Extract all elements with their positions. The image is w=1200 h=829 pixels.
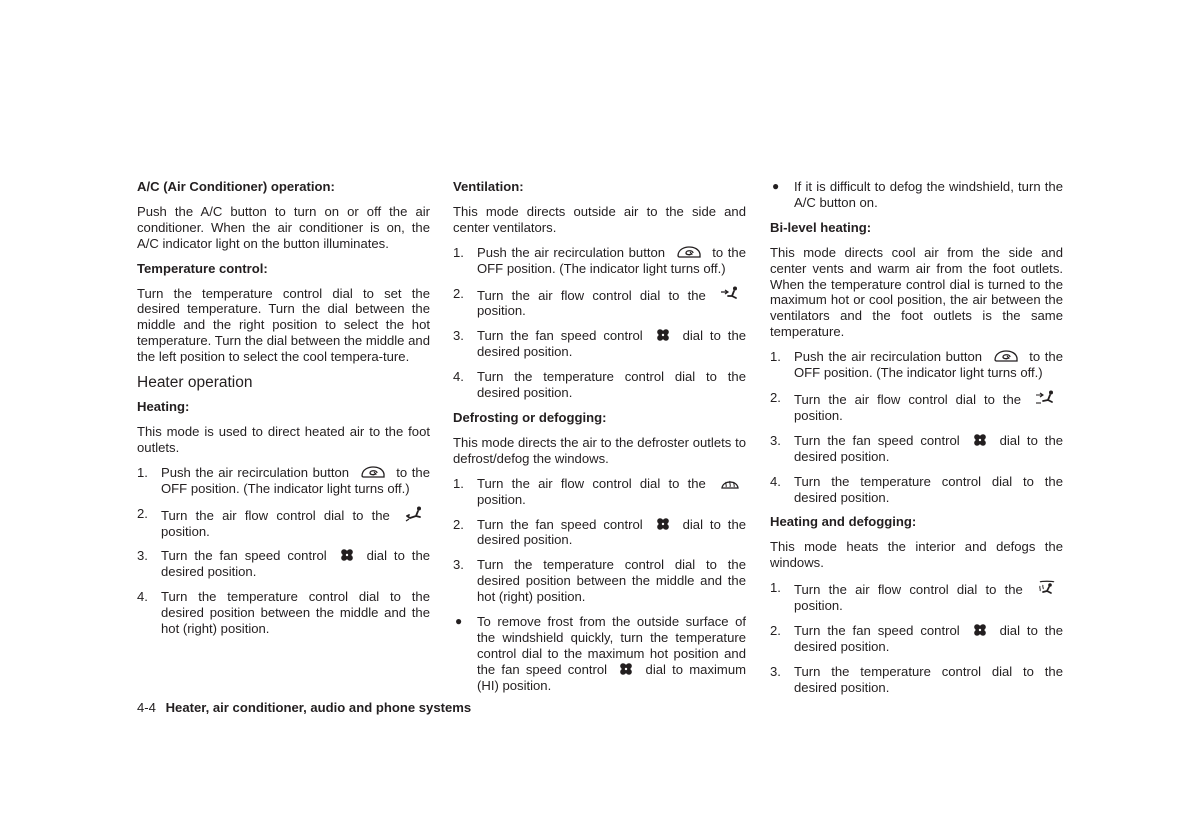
bullet-text-continued: dial to maximum (HI) position. <box>477 661 747 693</box>
heading-heating: Heating: <box>137 399 190 415</box>
paragraph-heating: This mode is used to direct heated air to the foot outlets. <box>137 423 430 455</box>
fan-icon <box>973 623 987 637</box>
air-recirculation-icon <box>676 246 702 259</box>
step-number: 2. <box>770 389 781 405</box>
step-text-continued: dial to the desired position. <box>477 328 747 360</box>
bullet-text: If it is difficult to defog the windshield, turn the A/C button on. <box>794 179 1063 210</box>
page-number: 4-4 <box>137 700 156 715</box>
bi-level-airflow-icon <box>1035 390 1057 406</box>
step-number: 2. <box>137 505 148 521</box>
list-item <box>453 557 746 605</box>
fan-icon <box>340 548 354 562</box>
step-number: 4. <box>453 369 464 385</box>
heading-heating-and-defogging: Heating and defogging: <box>770 514 917 530</box>
list-item <box>770 390 1063 424</box>
column-middle <box>453 179 746 703</box>
step-text-continued: to the OFF position. (The indicator light turns off.) <box>794 349 1063 381</box>
foot-airflow-icon <box>404 506 424 522</box>
list-item <box>453 328 746 360</box>
defroster-icon <box>720 476 740 490</box>
step-text: Turn the fan speed control <box>794 622 960 638</box>
heading-bi-level-heating: Bi-level heating: <box>770 219 872 235</box>
step-text: Push the air recirculation button <box>161 464 350 480</box>
step-number: 4. <box>137 589 148 605</box>
list-item <box>453 286 746 320</box>
list-item <box>137 506 430 540</box>
step-text: Turn the fan speed control <box>477 328 643 344</box>
paragraph-temperature-control: Turn the temperature control dial to set the desired temperature. Turn the dial between the middle and the right position to select the hot temperature. Turn the dial between the middle and the left position to select the cool tempera-ture. <box>137 285 430 365</box>
step-text: Push the air recirculation button <box>477 244 666 260</box>
bullet-mark: ● <box>772 179 780 193</box>
fan-icon <box>619 662 633 676</box>
step-text-continued: position. <box>477 491 526 507</box>
step-text: Turn the air flow control dial to the <box>794 582 1023 598</box>
air-recirculation-icon <box>360 466 386 479</box>
step-number: 1. <box>770 580 781 596</box>
step-text: Turn the air flow control dial to the <box>794 391 1022 407</box>
list-item <box>770 623 1063 655</box>
step-text: Turn the temperature control dial to the desired position between the middle and the hot (right) position. <box>477 557 746 605</box>
step-text-continued: position. <box>161 523 210 539</box>
step-number: 2. <box>453 285 464 301</box>
step-number: 3. <box>770 432 781 448</box>
list-item <box>770 474 1063 506</box>
list-item <box>453 369 746 401</box>
chapter-title: Heater, air conditioner, audio and phone systems <box>165 700 472 715</box>
column-right <box>770 179 1063 705</box>
step-number: 1. <box>453 244 464 260</box>
bullet-mark: ● <box>455 614 463 629</box>
step-number: 1. <box>770 349 781 365</box>
step-number: 2. <box>770 622 781 638</box>
step-text: Turn the temperature control dial to the desired position. <box>794 663 1063 695</box>
step-text: Turn the temperature control dial to the desired position. <box>477 369 746 401</box>
bullet-item <box>453 614 746 694</box>
column-left <box>137 179 430 646</box>
step-text: Turn the air flow control dial to the <box>477 287 706 303</box>
paragraph-ac-operation: Push the A/C button to turn on or off the air conditioner. When the air conditioner is on, the A/C indicator light on the button illuminates. <box>137 203 430 251</box>
step-text-continued: dial to the desired position. <box>794 622 1064 654</box>
bullet-item <box>770 179 1063 211</box>
list-item <box>453 476 746 508</box>
fan-icon <box>973 433 987 447</box>
step-text: Turn the air flow control dial to the <box>477 475 706 491</box>
step-text-continued: dial to the desired position. <box>161 548 431 580</box>
list-item <box>770 664 1063 696</box>
list-item <box>137 548 430 580</box>
heading-ventilation: Ventilation: <box>453 179 524 194</box>
step-number: 4. <box>770 473 781 489</box>
heading-ac-operation: A/C (Air Conditioner) operation: <box>137 179 335 194</box>
step-text-continued: position. <box>477 303 526 319</box>
step-text: Turn the air flow control dial to the <box>161 507 390 523</box>
list-item <box>453 245 746 277</box>
step-number: 1. <box>453 475 464 491</box>
heading-temperature-control: Temperature control: <box>137 260 268 276</box>
step-text-continued: position. <box>794 598 843 614</box>
step-text: Turn the fan speed control <box>794 432 960 448</box>
step-number: 3. <box>453 557 464 573</box>
section-heater-operation: Heater operation <box>137 374 253 392</box>
step-text-continued: position. <box>794 407 843 423</box>
step-text: Push the air recirculation button <box>794 349 983 365</box>
step-text: Turn the fan speed control <box>161 548 327 564</box>
step-text-continued: to the OFF position. (The indicator light turns off.) <box>161 464 430 496</box>
step-text-continued: dial to the desired position. <box>477 516 747 548</box>
list-item <box>770 349 1063 381</box>
step-number: 3. <box>137 548 148 564</box>
list-item <box>137 465 430 497</box>
fan-icon <box>656 328 670 342</box>
list-item <box>770 580 1063 614</box>
air-recirculation-icon <box>993 350 1019 363</box>
paragraph-defrosting: This mode directs the air to the defroster outlets to defrost/defog the windows. <box>453 434 746 466</box>
heat-defog-airflow-icon <box>1037 580 1057 596</box>
ventilation-airflow-icon <box>720 286 740 302</box>
fan-icon <box>656 517 670 531</box>
step-number: 3. <box>453 328 464 344</box>
step-number: 2. <box>453 516 464 532</box>
step-text: Turn the fan speed control <box>477 516 643 532</box>
step-number: 1. <box>137 464 148 480</box>
step-number: 3. <box>770 663 781 679</box>
paragraph-bi-level-heating: This mode directs cool air from the side and center vents and warm air from the foot outlets. When the temperature control dial is turned to the maximum hot or cool position, the air between the ventilators and the foot outlets is the same temperature. <box>770 244 1063 340</box>
paragraph-ventilation: This mode directs outside air to the side and center ventilators. <box>453 203 746 235</box>
step-text-continued: to the OFF position. (The indicator light turns off.) <box>477 244 746 276</box>
step-text: Turn the temperature control dial to the desired position between the middle and the hot (right) position. <box>161 589 430 637</box>
page-footer <box>137 700 471 716</box>
paragraph-heating-and-defogging: This mode heats the interior and defogs the windows. <box>770 539 1063 571</box>
heading-defrosting: Defrosting or defogging: <box>453 409 607 425</box>
list-item <box>137 589 430 637</box>
step-text: Turn the temperature control dial to the desired position. <box>794 473 1063 505</box>
bullet-text: To remove frost from the outside surface of the windshield quickly, turn the temperature control dial to the maximum hot position and the fan speed control <box>477 614 746 677</box>
step-text-continued: dial to the desired position. <box>794 432 1064 464</box>
list-item <box>453 517 746 549</box>
list-item <box>770 433 1063 465</box>
